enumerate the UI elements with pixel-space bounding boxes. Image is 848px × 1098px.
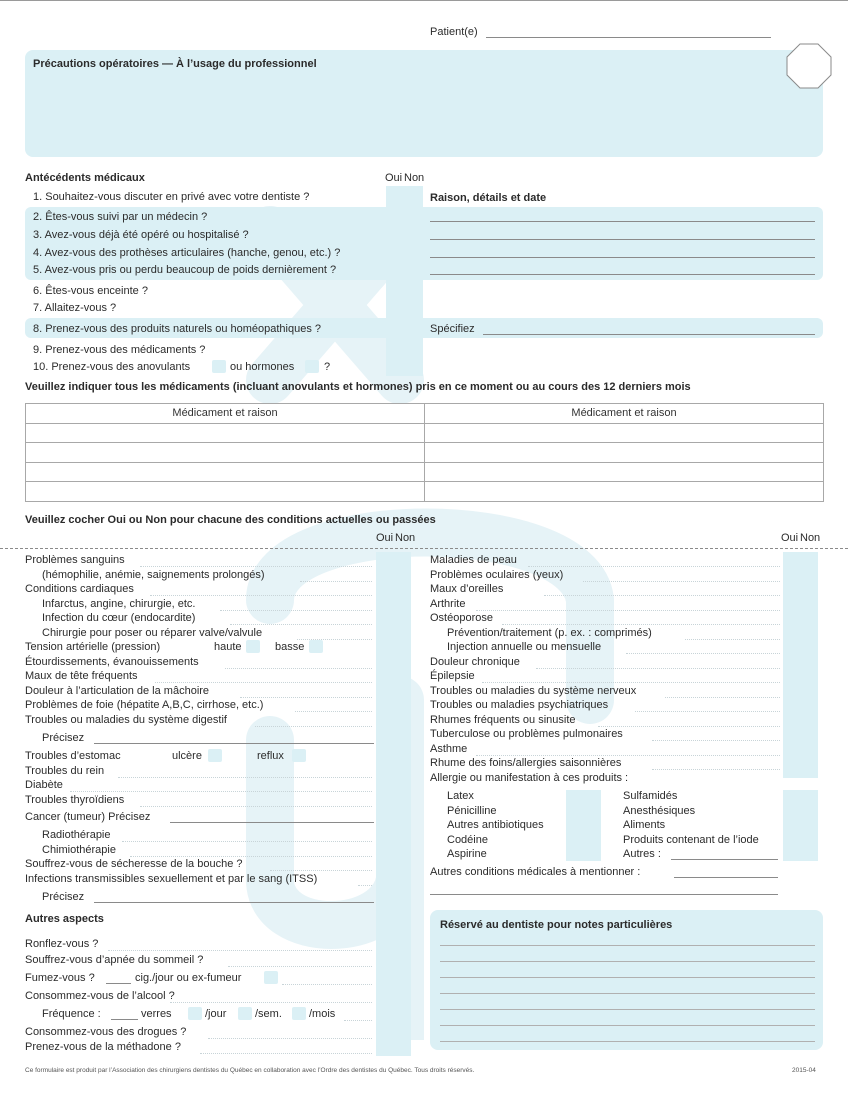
leader <box>282 984 372 985</box>
question-5: 5. Avez-vous pris ou perdu beaucoup de poids dernièrement ? <box>33 264 337 276</box>
question-8: 8. Prenez-vous des produits naturels ou homéopathiques ? <box>33 323 322 335</box>
specify-label: Spécifiez <box>430 323 475 335</box>
leader <box>230 624 372 625</box>
leader <box>536 668 780 669</box>
footer-credit: Ce formulaire est produit par l’Association des chirurgiens dentistes du Québec en collaboration avec l’Ordre des dentistes du Québec. Tous droits réservés. <box>25 1067 475 1074</box>
med-cell[interactable] <box>425 482 824 502</box>
cond-chemo: Chimiothérapie <box>42 844 116 856</box>
glasses-count-field[interactable] <box>111 1019 138 1020</box>
leader <box>130 856 372 857</box>
non-header: Non <box>404 172 425 184</box>
question-2: 2. Êtes-vous suivi par un médecin ? <box>33 211 208 223</box>
leader <box>300 581 372 582</box>
notes-line <box>440 993 815 994</box>
cond-endocarditis: Infection du cœur (endocardite) <box>42 612 196 624</box>
allergy-col-1[interactable] <box>566 790 601 861</box>
question-7: 7. Allaitez-vous ? <box>33 302 117 314</box>
leader <box>544 595 780 596</box>
leader <box>635 711 780 712</box>
leader <box>295 711 372 712</box>
basse-checkbox[interactable] <box>309 640 323 653</box>
cond-non-right: Non <box>800 532 821 544</box>
per-month-label: /mois <box>309 1008 336 1020</box>
cig-count-field[interactable] <box>106 983 131 984</box>
leader <box>502 624 780 625</box>
hormones-label: ou hormones <box>230 361 295 373</box>
allergy-penicillin: Pénicilline <box>447 805 497 817</box>
cond-stomach: Troubles d’estomac <box>25 750 121 762</box>
cond-diabetes: Diabète <box>25 779 63 791</box>
cond-tuberculosis: Tuberculose ou problèmes pulmonaires <box>430 728 623 740</box>
glasses-label: verres <box>141 1008 172 1020</box>
leader <box>476 610 780 611</box>
leader <box>155 682 372 683</box>
cond-nervous: Troubles ou maladies du système nerveux <box>430 685 637 697</box>
allergy-antibiotics: Autres antibiotiques <box>447 819 544 831</box>
allergy-sulfa: Sulfamidés <box>623 790 678 802</box>
cond-valve: Chirurgie pour poser ou réparer valve/valvule <box>42 627 263 639</box>
other-title: Autres aspects <box>25 913 104 925</box>
cut-line <box>0 548 848 549</box>
allergy-food: Aliments <box>623 819 666 831</box>
cond-osteoporosis: Ostéoporose <box>430 612 493 624</box>
other-drugs: Consommez-vous des drogues ? <box>25 1026 187 1038</box>
leader <box>150 595 372 596</box>
cond-itss: Infections transmissibles sexuellement et par le sang (ITSS) <box>25 873 318 885</box>
conditions-title: Veuillez cocher Oui ou Non pour chacune des conditions actuelles ou passées <box>25 514 436 526</box>
per-week-label: /sem. <box>255 1008 282 1020</box>
precautions-title: Précautions opératoires — À l’usage du professionnel <box>33 58 317 70</box>
right-oui-non-column[interactable] <box>783 552 818 778</box>
other-apnea: Souffrez-vous d’apnée du sommeil ? <box>25 954 204 966</box>
per-week-checkbox[interactable] <box>238 1007 252 1020</box>
leader <box>108 950 372 951</box>
cond-blood-detail: (hémophilie, anémie, saignements prolongés) <box>42 569 265 581</box>
cond-psychiatric: Troubles ou maladies psychiatriques <box>430 699 609 711</box>
question-10-end: ? <box>324 361 331 373</box>
leader <box>685 639 780 640</box>
cond-eyes: Problèmes oculaires (yeux) <box>430 569 564 581</box>
cond-thyroid: Troubles thyroïdiens <box>25 794 125 806</box>
notes-line <box>440 977 815 978</box>
cond-ears: Maux d’oreilles <box>430 583 504 595</box>
other-alcohol: Consommez-vous de l’alcool ? <box>25 990 175 1002</box>
haute-label: haute <box>214 641 242 653</box>
question-10: 10. Prenez-vous des anovulants <box>33 361 191 373</box>
reflux-checkbox[interactable] <box>292 749 306 762</box>
reason-line-5[interactable] <box>430 274 815 275</box>
allergy-aspirin: Aspirine <box>447 848 487 860</box>
other-smoking: Fumez-vous ? <box>25 972 95 984</box>
leader <box>626 653 780 654</box>
left-oui-non-column[interactable] <box>376 552 411 1056</box>
cond-skin: Maladies de peau <box>430 554 517 566</box>
per-day-checkbox[interactable] <box>188 1007 202 1020</box>
itss-precisez: Précisez <box>42 891 85 903</box>
cig-label: cig./jour ou ex-fumeur <box>135 972 242 984</box>
med-cell[interactable] <box>26 443 425 463</box>
cond-epilepsy: Épilepsie <box>430 670 475 682</box>
med-cell[interactable] <box>26 482 425 502</box>
notes-line <box>440 1025 815 1026</box>
oui-header: Oui <box>385 172 403 184</box>
cond-cardiac: Conditions cardiaques <box>25 583 134 595</box>
cond-liver: Problèmes de foie (hépatite A,B,C, cirrhose, etc.) <box>25 699 264 711</box>
med-cell[interactable] <box>26 423 425 443</box>
specify-field[interactable] <box>483 334 815 335</box>
cond-chronic-pain: Douleur chronique <box>430 656 520 668</box>
notes-line <box>440 1041 815 1042</box>
med-cell[interactable] <box>425 462 824 482</box>
leader <box>228 966 372 967</box>
cond-blood: Problèmes sanguins <box>25 554 125 566</box>
leader <box>122 841 372 842</box>
leader <box>652 740 780 741</box>
reason-title: Raison, détails et date <box>430 192 547 204</box>
ulcer-label: ulcère <box>172 750 202 762</box>
medical-title: Antécédents médicaux <box>25 172 145 184</box>
med-cell[interactable] <box>425 443 824 463</box>
cond-prevention: Prévention/traitement (p. ex. : comprimés) <box>447 627 652 639</box>
allergy-iodine: Produits contenant de l’iode <box>623 834 759 846</box>
leader <box>482 682 780 683</box>
allergy-codeine: Codéine <box>447 834 488 846</box>
leader <box>598 726 780 727</box>
notes-line <box>440 961 815 962</box>
haute-checkbox[interactable] <box>246 640 260 653</box>
cond-digestive: Troubles ou maladies du système digestif <box>25 714 227 726</box>
hormones-checkbox[interactable] <box>305 360 319 373</box>
medications-title: Veuillez indiquer tous les médicaments (incluant anovulants et hormones) pris en ce moment ou au cours des 12 derniers mois <box>25 381 691 393</box>
reflux-label: reflux <box>257 750 284 762</box>
med-cell[interactable] <box>425 423 824 443</box>
cond-non-left: Non <box>395 532 416 544</box>
patient-label: Patient(e) <box>430 26 478 38</box>
leader <box>583 581 780 582</box>
med-col-1: Médicament et raison <box>26 404 425 424</box>
cond-drymouth: Souffrez-vous de sécheresse de la bouche ? <box>25 858 243 870</box>
allergy-other: Autres : <box>623 848 661 860</box>
cancer-precisez-field[interactable] <box>170 822 374 823</box>
leader <box>270 870 372 871</box>
leader <box>140 806 372 807</box>
allergy-latex: Latex <box>447 790 474 802</box>
per-month-checkbox[interactable] <box>292 1007 306 1020</box>
leader <box>200 1053 372 1054</box>
leader <box>208 1038 372 1039</box>
leader <box>170 1002 372 1003</box>
basse-label: basse <box>275 641 305 653</box>
question-6: 6. Êtes-vous enceinte ? <box>33 285 148 297</box>
frequency-label: Fréquence : <box>42 1008 101 1020</box>
octagon-icon <box>785 42 833 90</box>
cond-jaw: Douleur à l’articulation de la mâchoire <box>25 685 210 697</box>
leader <box>665 697 780 698</box>
cond-hayfever: Rhume des foins/allergies saisonnières <box>430 757 622 769</box>
question-1: 1. Souhaitez-vous discuter en privé avec votre dentiste ? <box>33 191 310 203</box>
med-col-2: Médicament et raison <box>425 404 824 424</box>
leader <box>225 668 372 669</box>
top-border <box>0 0 848 1</box>
leader <box>297 639 372 640</box>
cond-headache: Maux de tête fréquents <box>25 670 138 682</box>
cond-radio: Radiothérapie <box>42 829 111 841</box>
per-day-label: /jour <box>205 1008 227 1020</box>
allergy-col-2[interactable] <box>783 790 818 861</box>
cond-cancer: Cancer (tumeur) Précisez <box>25 811 151 823</box>
leader <box>70 791 372 792</box>
ex-smoker-checkbox[interactable] <box>264 971 278 984</box>
cond-dizziness: Étourdissements, évanouissements <box>25 656 199 668</box>
other-snoring: Ronflez-vous ? <box>25 938 99 950</box>
leader <box>358 885 372 886</box>
question-3: 3. Avez-vous déjà été opéré ou hospitalisé ? <box>33 229 249 241</box>
leader <box>344 1020 372 1021</box>
dentist-notes-title: Réservé au dentiste pour notes particulières <box>440 919 673 931</box>
ulcer-checkbox[interactable] <box>208 749 222 762</box>
other-conditions-field[interactable] <box>674 877 778 878</box>
other-conditions-field-2[interactable] <box>430 894 778 895</box>
anovulants-checkbox[interactable] <box>212 360 226 373</box>
leader <box>220 610 372 611</box>
question-4: 4. Avez-vous des prothèses articulaires (hanche, genou, etc.) ? <box>33 247 341 259</box>
allergy-anesthetics: Anesthésiques <box>623 805 696 817</box>
allergy-other-field[interactable] <box>671 859 778 860</box>
digestive-precisez-field[interactable] <box>94 743 374 744</box>
cond-asthma: Asthme <box>430 743 468 755</box>
other-conditions-label: Autres conditions médicales à mentionner : <box>430 866 641 878</box>
cond-oui-right: Oui <box>781 532 799 544</box>
cond-pressure: Tension artérielle (pression) <box>25 641 161 653</box>
cond-allergy: Allergie ou manifestation à ces produits : <box>430 772 629 784</box>
notes-line <box>440 945 815 946</box>
cond-oui-left: Oui <box>376 532 394 544</box>
notes-line <box>440 1009 815 1010</box>
itss-precisez-field[interactable] <box>94 902 374 903</box>
leader <box>476 755 780 756</box>
leader <box>118 777 372 778</box>
leader <box>240 697 372 698</box>
reason-line-4[interactable] <box>430 257 815 258</box>
question-9: 9. Prenez-vous des médicaments ? <box>33 344 206 356</box>
leader <box>652 769 780 770</box>
cond-infarct: Infarctus, angine, chirurgie, etc. <box>42 598 196 610</box>
digestive-precisez: Précisez <box>42 732 85 744</box>
footer-code: 2015-04 <box>792 1067 816 1074</box>
cond-kidney: Troubles du rein <box>25 765 105 777</box>
leader <box>528 566 780 567</box>
cond-arthritis: Arthrite <box>430 598 466 610</box>
medications-table <box>25 403 824 502</box>
reason-line-2[interactable] <box>430 221 815 222</box>
cond-injection: Injection annuelle ou mensuelle <box>447 641 602 653</box>
reason-line-3[interactable] <box>430 239 815 240</box>
leader <box>140 566 372 567</box>
other-methadone: Prenez-vous de la méthadone ? <box>25 1041 181 1053</box>
leader <box>255 726 372 727</box>
med-cell[interactable] <box>26 462 425 482</box>
patient-name-field[interactable] <box>486 37 771 38</box>
cond-sinusitis: Rhumes fréquents ou sinusite <box>430 714 576 726</box>
